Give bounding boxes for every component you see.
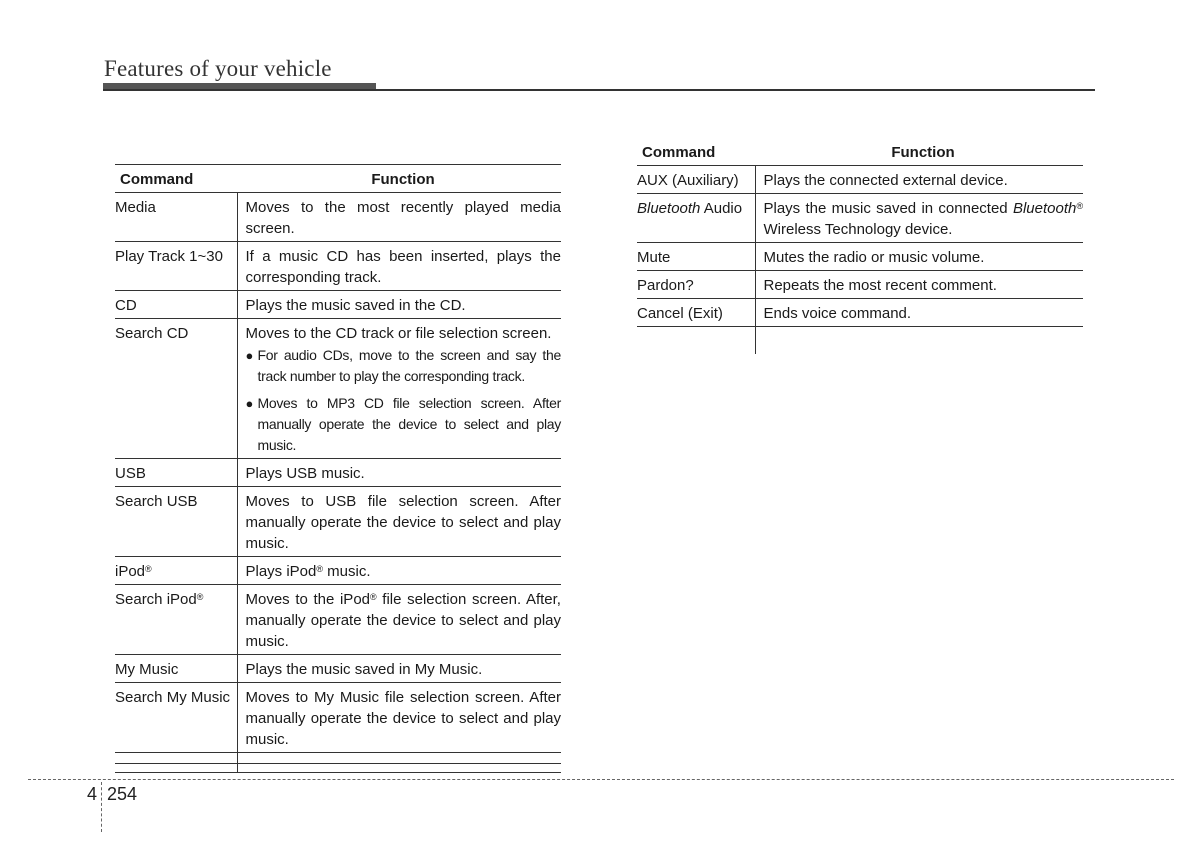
function-cell: Mutes the radio or music volume. [755, 243, 1083, 271]
function-cell: Moves to the most recently played media screen. [237, 193, 561, 242]
table-row [115, 459, 561, 487]
function-cell [755, 194, 1083, 243]
function-text: Wireless Technology device. [763, 221, 953, 238]
table-header-row [637, 138, 1083, 166]
command-cell [115, 585, 237, 655]
registered-mark: ® [196, 592, 204, 602]
command-cell: Search My Music [115, 689, 231, 706]
table-row [115, 291, 561, 319]
table-row [115, 557, 561, 585]
chapter-number: 4 [87, 784, 98, 804]
function-cell: Plays the connected external device. [755, 166, 1083, 194]
table-bottom-rule [115, 763, 561, 764]
header-rule [103, 89, 1095, 91]
function-cell: Repeats the most recent comment. [755, 271, 1083, 299]
bullet-text: Moves to MP3 CD file selection screen. After manually operate the device to select and play music. [257, 395, 561, 453]
function-cell [237, 557, 561, 585]
function-cell [237, 319, 561, 459]
empty-cell [637, 327, 755, 355]
table-row [115, 683, 561, 753]
registered-mark: ® [370, 592, 377, 602]
function-text: Plays iPod [245, 563, 317, 580]
table-row [637, 166, 1083, 194]
table-header-row [115, 165, 561, 193]
command-cell: Mute [637, 249, 671, 266]
function-cell [237, 585, 561, 655]
table-row [637, 194, 1083, 243]
column-header-command: Command [120, 171, 194, 188]
function-cell: Plays the music saved in the CD. [237, 291, 561, 319]
empty-cell [755, 327, 1083, 355]
command-cell: Pardon? [637, 277, 694, 294]
voice-command-table-left [115, 164, 561, 773]
function-cell: Moves to My Music file selection screen. After manually operate the device to select and play music. [237, 683, 561, 753]
function-text: Plays the music saved in connected [763, 200, 1013, 217]
table-row [115, 319, 561, 459]
function-cell: Moves to USB file selection screen. After manually operate the device to select and play music. [237, 487, 561, 557]
table-row [115, 242, 561, 291]
table-row [637, 299, 1083, 327]
footer-dashed-divider [101, 782, 102, 832]
page-number: 254 [107, 784, 138, 804]
command-cell: CD [115, 297, 137, 314]
footer-dashed-rule [28, 779, 1174, 780]
function-cell: If a music CD has been inserted, plays the corresponding track. [237, 242, 561, 291]
table-row [637, 271, 1083, 299]
registered-mark: ® [1076, 201, 1083, 211]
command-cell [637, 194, 755, 243]
table-row [115, 487, 561, 557]
command-cell: Search USB [115, 493, 198, 510]
function-text: file selection screen. After, manually operate the device to select and play music. [245, 591, 561, 650]
table-row [115, 193, 561, 242]
table-row [637, 243, 1083, 271]
function-text-italic: Bluetooth [1012, 200, 1077, 217]
bullet-item [246, 345, 562, 387]
command-cell [115, 557, 237, 585]
function-cell: Plays the music saved in My Music. [237, 655, 561, 683]
registered-mark: ® [145, 564, 152, 574]
command-text: Audio [700, 200, 743, 217]
bullet-dot-icon: ● [245, 396, 254, 411]
command-cell: Media [115, 199, 156, 216]
table-row [115, 585, 561, 655]
column-header-function: Function [371, 171, 435, 188]
command-cell: USB [115, 465, 146, 482]
page-header-title: Features of your vehicle [104, 56, 332, 81]
command-cell: Cancel (Exit) [637, 305, 723, 322]
bullet-text: For audio CDs, move to the screen and say the track number to play the corresponding track. [257, 347, 561, 384]
command-text: iPod [115, 563, 146, 580]
registered-mark: ® [316, 564, 324, 574]
function-text: Moves to the CD track or file selection screen. [245, 325, 552, 342]
voice-command-table-right [637, 138, 1083, 354]
command-text: Search iPod [115, 591, 197, 608]
command-text-italic: Bluetooth [637, 200, 701, 217]
column-header-function: Function [891, 144, 955, 161]
command-cell: AUX (Auxiliary) [637, 172, 739, 189]
function-cell: Ends voice command. [755, 299, 1083, 327]
function-text: music. [323, 563, 371, 580]
column-header-command: Command [642, 144, 716, 161]
command-cell: Play Track 1~30 [115, 248, 223, 265]
table-row-empty [637, 327, 1083, 355]
command-cell: Search CD [115, 325, 189, 342]
table-row [115, 655, 561, 683]
bullet-item [246, 393, 562, 456]
command-cell: My Music [115, 661, 179, 678]
function-text: Moves to the iPod [245, 591, 370, 608]
function-cell: Plays USB music. [237, 459, 561, 487]
bullet-dot-icon: ● [245, 348, 254, 363]
